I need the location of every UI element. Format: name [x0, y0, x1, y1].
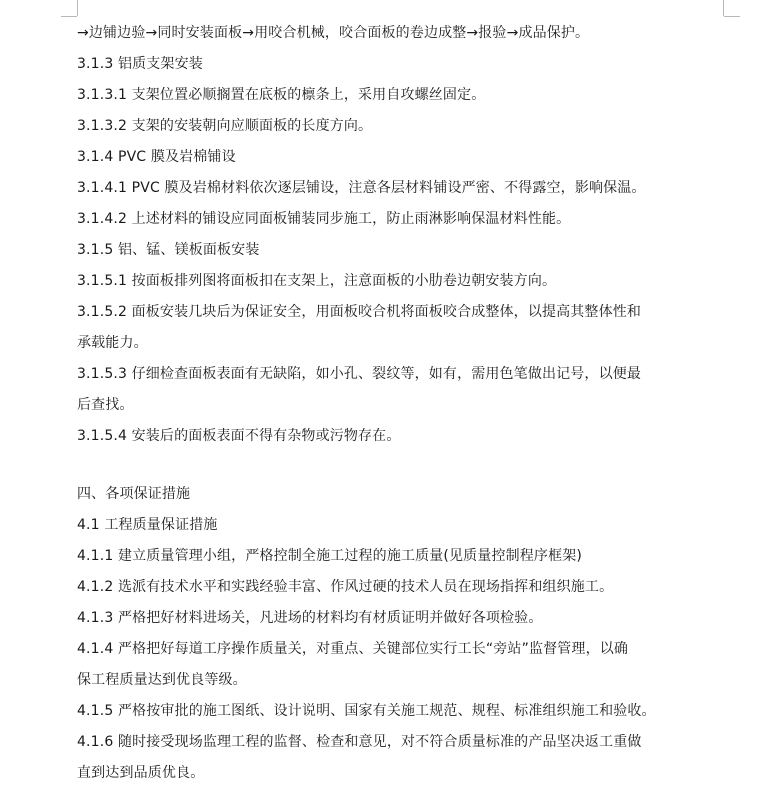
paragraph-line: 3.1.3.1 支架位置必顺搁置在底板的檩条上，采用自攻螺丝固定。: [77, 87, 486, 103]
crop-mark-left-horizontal: [61, 16, 77, 17]
paragraph-line: 3.1.3.2 支架的安装朝向应顺面板的长度方向。: [77, 118, 373, 134]
crop-mark-left-vertical: [77, 0, 78, 16]
paragraph-line: →边铺边验→同时安装面板→用咬合机械，咬合面板的卷边成整→报验→成品保护。: [77, 25, 590, 41]
crop-mark-right-horizontal: [724, 16, 740, 17]
paragraph-line: 3.1.4.2 上述材料的铺设应同面板铺装同步施工，防止雨淋影响保温材料性能。: [77, 211, 571, 227]
paragraph-line-continuation: 后查找。: [77, 397, 134, 413]
paragraph-line: 4.1.4 严格把好每道工序操作质量关，对重点、关键部位实行工长“旁站”监督管理，以确: [77, 641, 629, 657]
paragraph-line: 3.1.5.1 按面板排列图将面板扣在支架上，注意面板的小肋卷边朝安装方向。: [77, 273, 557, 289]
paragraph-line: 3.1.5.4 安装后的面板表面不得有杂物或污物存在。: [77, 428, 401, 444]
paragraph-line: 3.1.5.2 面板安装几块后为保证安全，用面板咬合机将面板咬合成整体，以提高其整体性和: [77, 304, 642, 320]
paragraph-line-continuation: 承载能力。: [77, 335, 148, 351]
section-heading: 4.1 工程质量保证措施: [77, 517, 218, 533]
paragraph-line-continuation: 保工程质量达到优良等级。: [77, 672, 247, 688]
section-heading: 3.1.4 PVC 膜及岩棉铺设: [77, 149, 236, 165]
paragraph-line: 4.1.1 建立质量管理小组，严格控制全施工过程的施工质量(见质量控制程序框架): [77, 548, 582, 564]
paragraph-line-continuation: 直到达到品质优良。: [77, 765, 205, 781]
chapter-heading: 四、各项保证措施: [77, 486, 191, 502]
section-heading: 3.1.3 铝质支架安装: [77, 56, 203, 72]
paragraph-line: 4.1.5 严格按审批的施工图纸、设计说明、国家有关施工规范、规程、标准组织施工和验收。: [77, 703, 656, 719]
section-heading: 3.1.5 铝、锰、镁板面板安装: [77, 242, 260, 258]
crop-mark-right-vertical: [723, 0, 724, 16]
paragraph-line: 3.1.4.1 PVC 膜及岩棉材料依次逐层铺设，注意各层材料铺设严密、不得露空，影响保温。: [77, 180, 646, 196]
paragraph-line: 4.1.2 选派有技术水平和实践经验丰富、作风过硬的技术人员在现场指挥和组织施工。: [77, 579, 614, 595]
paragraph-line: 4.1.3 严格把好材料进场关，凡进场的材料均有材质证明并做好各项检验。: [77, 610, 543, 626]
paragraph-line: 3.1.5.3 仔细检查面板表面有无缺陷，如小孔、裂纹等，如有，需用色笔做出记号，以便最: [77, 366, 642, 382]
document-body: [77, 18, 727, 789]
paragraph-line: 4.1.6 随时接受现场监理工程的监督、检查和意见，对不符合质量标准的产品坚决返工重做: [77, 734, 642, 750]
blank-line: [77, 452, 727, 479]
